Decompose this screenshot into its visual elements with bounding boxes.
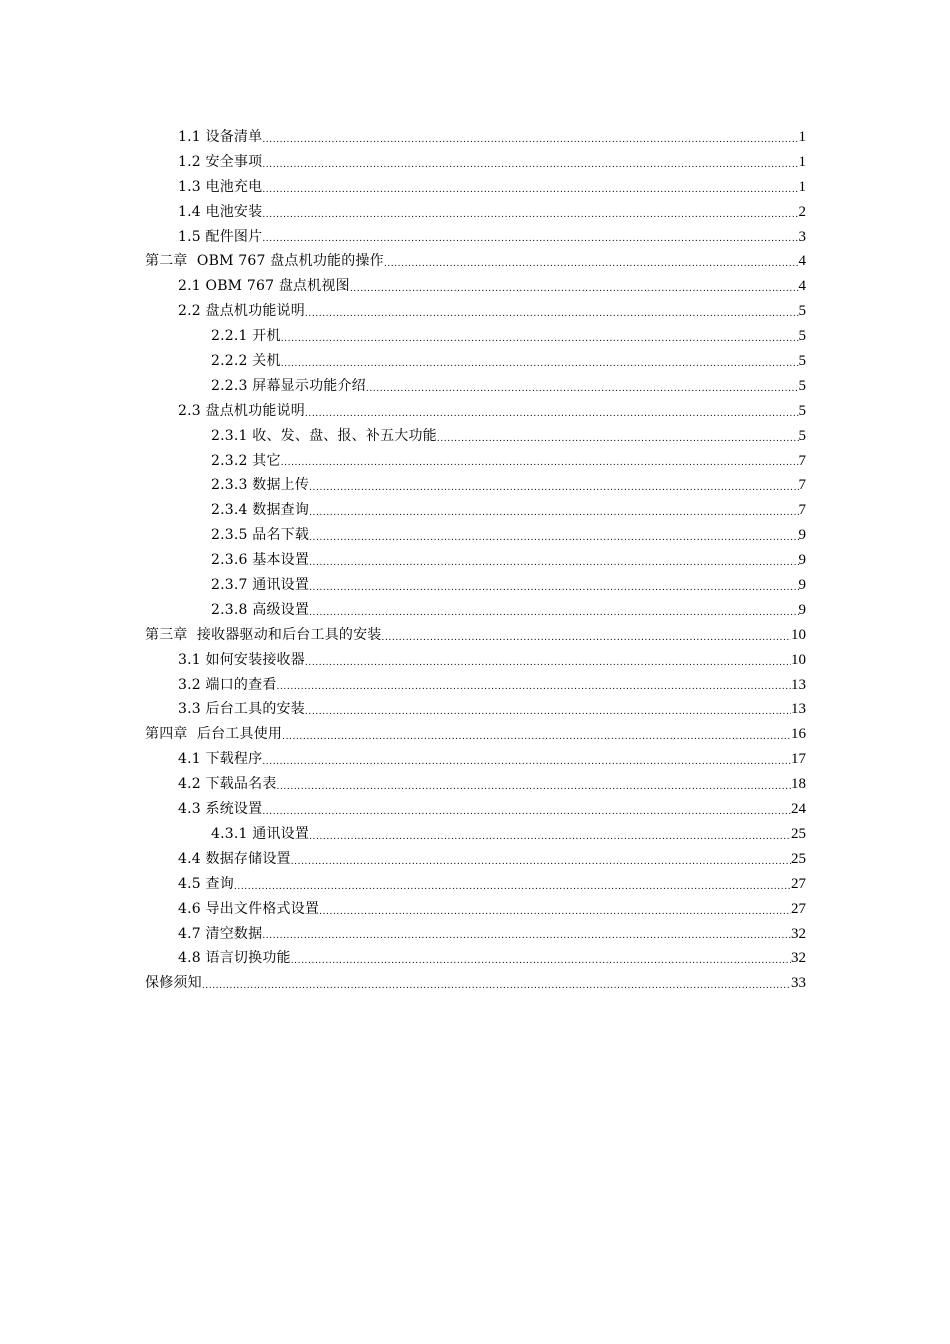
toc-entry-page-number: 16 xyxy=(791,726,806,743)
toc-entry[interactable] xyxy=(0,200,950,225)
toc-entry-title: 2.3.7 通讯设置 xyxy=(211,577,310,594)
toc-entry-page-number: 32 xyxy=(791,925,806,942)
toc-entry-title: 2.2.2 关机 xyxy=(211,353,281,370)
toc-entry[interactable] xyxy=(0,971,950,996)
toc-entry-title: 1.2 安全事项 xyxy=(178,153,263,170)
toc-dot-leader xyxy=(309,573,798,598)
toc-entry[interactable] xyxy=(0,449,950,474)
toc-entry-page-number: 7 xyxy=(798,452,806,469)
toc-entry[interactable] xyxy=(0,573,950,598)
toc-entry-page-number: 27 xyxy=(791,875,806,892)
toc-dot-leader xyxy=(319,897,791,922)
toc-entry-page-number: 1 xyxy=(798,153,806,170)
toc-dot-leader xyxy=(437,424,799,449)
toc-entry[interactable] xyxy=(0,697,950,722)
toc-entry[interactable] xyxy=(0,374,950,399)
toc-entry-page-number: 25 xyxy=(791,850,806,867)
toc-entry-title: 4.4 数据存储设置 xyxy=(178,850,291,867)
toc-dot-leader xyxy=(281,324,799,349)
toc-dot-leader xyxy=(262,797,791,822)
toc-dot-leader xyxy=(262,125,798,150)
toc-dot-leader xyxy=(234,872,791,897)
toc-entry-title: 4.8 语言切换功能 xyxy=(178,950,291,967)
toc-dot-leader xyxy=(262,922,791,947)
toc-entry-title: 3.1 如何安装接收器 xyxy=(178,651,305,668)
toc-entry[interactable] xyxy=(0,922,950,947)
toc-entry-title: 1.4 电池安装 xyxy=(178,203,263,220)
toc-dot-leader xyxy=(309,523,798,548)
toc-entry[interactable] xyxy=(0,822,950,847)
toc-entry-page-number: 27 xyxy=(791,900,806,917)
toc-entry-title: 保修须知 xyxy=(145,975,202,992)
toc-entry-page-number: 5 xyxy=(798,402,806,419)
toc-entry[interactable] xyxy=(0,847,950,872)
toc-entry-page-number: 4 xyxy=(798,253,806,270)
toc-dot-leader xyxy=(281,449,799,474)
toc-entry-page-number: 3 xyxy=(798,228,806,245)
toc-dot-leader xyxy=(309,822,791,847)
toc-dot-leader xyxy=(309,548,798,573)
toc-entry-page-number: 13 xyxy=(791,701,806,718)
toc-dot-leader xyxy=(384,249,799,274)
toc-entry[interactable] xyxy=(0,673,950,698)
toc-entry-title: 4.3.1 通讯设置 xyxy=(211,825,310,842)
toc-entry-title: 1.1 设备清单 xyxy=(178,129,263,145)
toc-dot-leader xyxy=(309,473,798,498)
toc-entry-title: 2.3.2 其它 xyxy=(211,452,281,469)
toc-entry-title: 3.2 端口的查看 xyxy=(178,676,277,693)
toc-entry-title: 2.3.5 品名下载 xyxy=(211,527,310,544)
toc-entry-page-number: 17 xyxy=(791,751,806,768)
toc-entry[interactable] xyxy=(0,473,950,498)
toc-entry[interactable] xyxy=(0,897,950,922)
toc-entry-title: 第四章 后台工具使用 xyxy=(145,726,283,743)
toc-dot-leader xyxy=(281,349,799,374)
toc-entry[interactable] xyxy=(0,150,950,175)
toc-entry[interactable] xyxy=(0,548,950,573)
toc-entry-title: 2.1 OBM 767 盘点机视图 xyxy=(178,278,350,295)
table-of-contents xyxy=(0,125,950,996)
toc-entry[interactable] xyxy=(0,424,950,449)
toc-entry-page-number: 5 xyxy=(798,303,806,320)
toc-entry[interactable] xyxy=(0,797,950,822)
toc-entry-page-number: 5 xyxy=(798,328,806,345)
toc-entry[interactable] xyxy=(0,175,950,200)
toc-dot-leader xyxy=(305,399,799,424)
toc-dot-leader xyxy=(305,648,791,673)
toc-entry[interactable] xyxy=(0,772,950,797)
toc-entry[interactable] xyxy=(0,946,950,971)
toc-entry-title: 2.2.3 屏幕显示功能介绍 xyxy=(211,377,366,394)
toc-entry-title: 2.3.6 基本设置 xyxy=(211,552,310,569)
toc-dot-leader xyxy=(309,498,798,523)
toc-entry-title: 4.2 下载品名表 xyxy=(178,776,277,793)
toc-dot-leader xyxy=(350,274,799,299)
toc-entry[interactable] xyxy=(0,349,950,374)
toc-entry[interactable] xyxy=(0,648,950,673)
toc-entry-page-number: 9 xyxy=(798,527,806,544)
toc-dot-leader xyxy=(262,747,791,772)
toc-entry-title: 2.3.1 收、发、盘、报、补五大功能 xyxy=(211,427,437,444)
toc-dot-leader xyxy=(277,673,791,698)
toc-entry-page-number: 9 xyxy=(798,601,806,618)
toc-entry-title: 2.3 盘点机功能说明 xyxy=(178,402,305,419)
toc-entry[interactable] xyxy=(0,623,950,648)
toc-entry[interactable] xyxy=(0,747,950,772)
toc-entry-title: 第三章 接收器驱动和后台工具的安装 xyxy=(145,626,382,643)
toc-entry[interactable] xyxy=(0,722,950,747)
toc-entry[interactable] xyxy=(0,225,950,250)
toc-entry-page-number: 2 xyxy=(798,203,806,220)
toc-entry-title: 4.3 系统设置 xyxy=(178,801,263,818)
toc-entry-page-number: 1 xyxy=(798,129,806,145)
toc-entry-page-number: 7 xyxy=(798,502,806,519)
toc-entry-page-number: 10 xyxy=(791,651,806,668)
toc-entry[interactable] xyxy=(0,125,950,150)
toc-entry-page-number: 32 xyxy=(791,950,806,967)
toc-entry-title: 1.3 电池充电 xyxy=(178,178,263,195)
toc-dot-leader xyxy=(305,697,791,722)
toc-dot-leader xyxy=(202,971,791,996)
toc-entry-page-number: 18 xyxy=(791,776,806,793)
toc-entry[interactable] xyxy=(0,324,950,349)
toc-dot-leader xyxy=(262,175,798,200)
toc-entry-title: 3.3 后台工具的安装 xyxy=(178,701,305,718)
toc-entry-page-number: 1 xyxy=(798,178,806,195)
toc-dot-leader xyxy=(277,772,791,797)
toc-dot-leader xyxy=(291,847,791,872)
toc-entry-page-number: 24 xyxy=(791,801,806,818)
toc-entry-title: 2.2 盘点机功能说明 xyxy=(178,303,305,320)
toc-dot-leader xyxy=(305,299,799,324)
toc-entry-page-number: 13 xyxy=(791,676,806,693)
toc-entry-page-number: 25 xyxy=(791,825,806,842)
toc-entry-title: 4.1 下载程序 xyxy=(178,751,263,768)
toc-entry[interactable] xyxy=(0,274,950,299)
toc-entry[interactable] xyxy=(0,299,950,324)
toc-entry[interactable] xyxy=(0,399,950,424)
toc-dot-leader xyxy=(262,200,798,225)
toc-entry[interactable] xyxy=(0,249,950,274)
toc-dot-leader xyxy=(309,598,798,623)
toc-entry-page-number: 5 xyxy=(798,377,806,394)
toc-entry[interactable] xyxy=(0,872,950,897)
toc-entry-title: 2.3.4 数据查询 xyxy=(211,502,310,519)
toc-entry-page-number: 33 xyxy=(791,975,806,992)
toc-entry-title: 4.5 查询 xyxy=(178,875,234,892)
toc-entry-page-number: 7 xyxy=(798,477,806,494)
toc-entry-title: 2.3.8 高级设置 xyxy=(211,601,310,618)
toc-entry-page-number: 4 xyxy=(798,278,806,295)
toc-entry[interactable] xyxy=(0,498,950,523)
toc-entry[interactable] xyxy=(0,598,950,623)
toc-entry[interactable] xyxy=(0,523,950,548)
toc-dot-leader xyxy=(366,374,799,399)
toc-entry-title: 第二章 OBM 767 盘点机功能的操作 xyxy=(145,253,384,270)
toc-dot-leader xyxy=(382,623,792,648)
toc-dot-leader xyxy=(262,150,798,175)
toc-entry-page-number: 5 xyxy=(798,353,806,370)
toc-dot-leader xyxy=(282,722,791,747)
toc-entry-title: 2.3.3 数据上传 xyxy=(211,477,310,494)
toc-entry-title: 1.5 配件图片 xyxy=(178,228,263,245)
toc-entry-title: 4.6 导出文件格式设置 xyxy=(178,900,320,917)
toc-entry-title: 4.7 清空数据 xyxy=(178,925,263,942)
toc-dot-leader xyxy=(291,946,791,971)
toc-entry-page-number: 9 xyxy=(798,577,806,594)
toc-entry-title: 2.2.1 开机 xyxy=(211,328,281,345)
toc-entry-page-number: 10 xyxy=(791,626,806,643)
toc-entry-page-number: 9 xyxy=(798,552,806,569)
toc-entry-page-number: 5 xyxy=(798,427,806,444)
toc-dot-leader xyxy=(262,225,798,250)
